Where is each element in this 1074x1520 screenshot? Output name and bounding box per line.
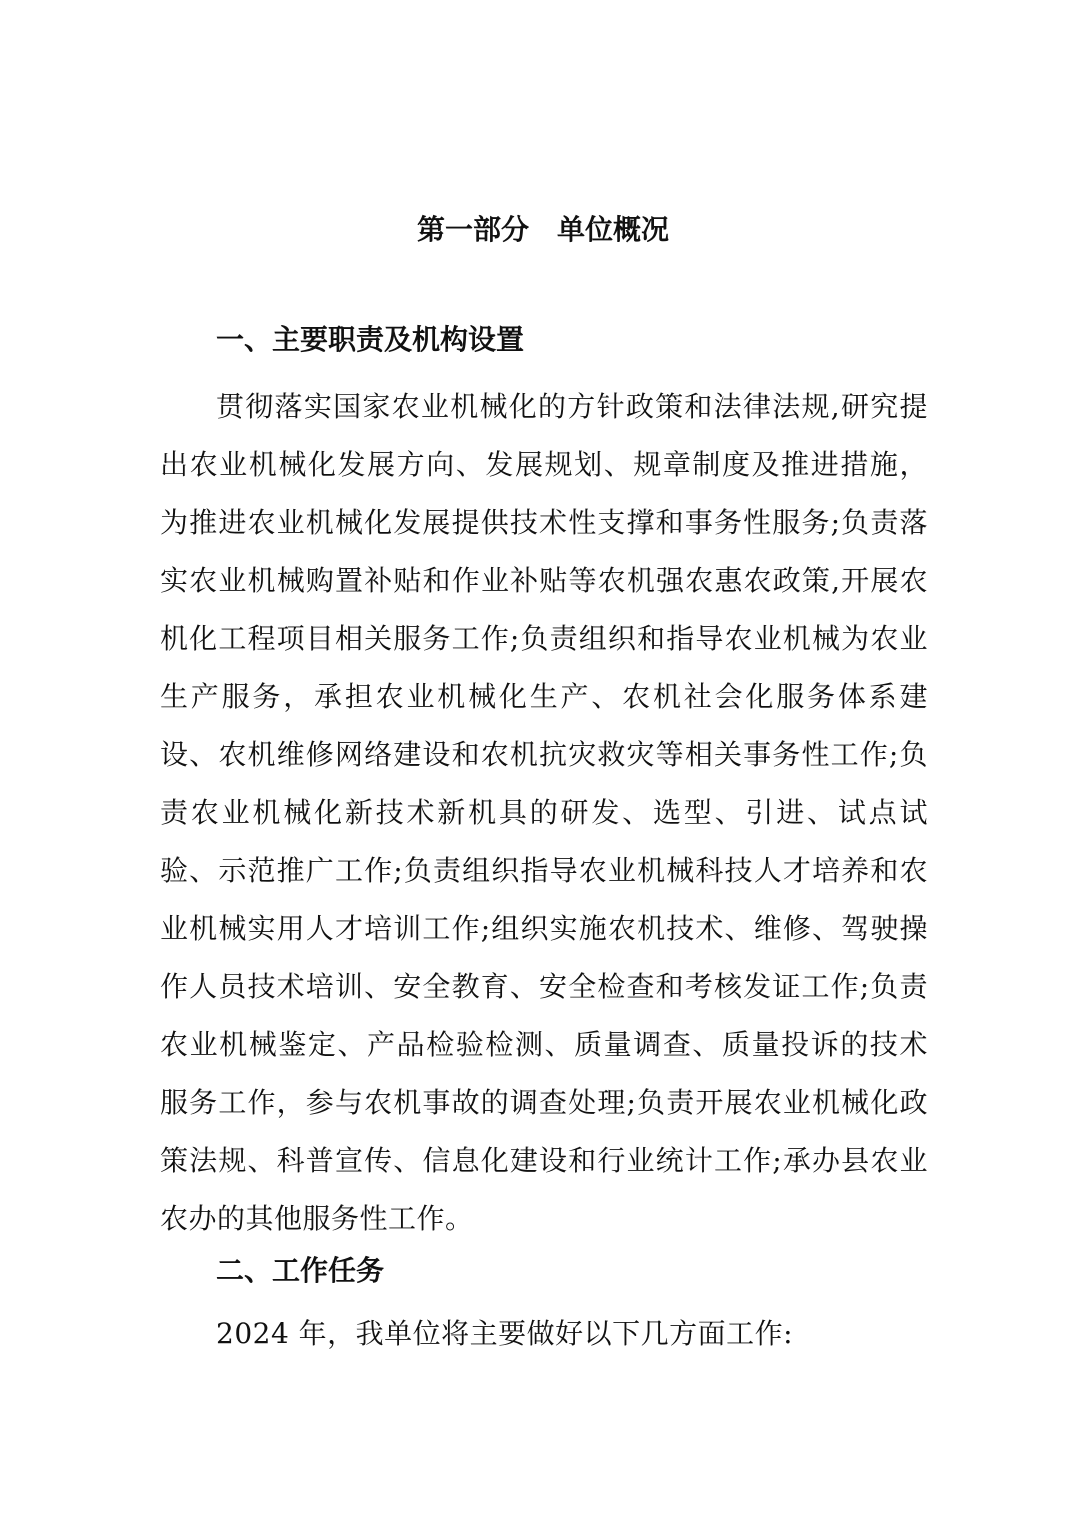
section-heading-duties: 一、主要职责及机构设置	[216, 323, 525, 356]
part-title: 第一部分 单位概况	[416, 213, 669, 246]
section-heading-tasks: 二、工作任务	[216, 1254, 385, 1287]
duties-paragraph: 贯彻落实国家农业机械化的方针政策和法律法规,研究提出农业机械化发展方向、发展规划、规章制度及推进措施，为推进农业机械化发展提供技术性支撑和事务性服务;负责落实农业机械购置补贴和作业补贴等农机强农惠农政策,开展农机化工程项目相关服务工作;负责组织和指导农业机械为农业生产服务，承担农业机械化生产、农机社会化服务体系建设、农机维修网络建设和农机抗灾救灾等相关事务性工作;负责农业机械化新技术新机具的研发、选型、引进、试点试验、示范推广工作;负责组织指导农业机械科技人才培养和农业机械实用人才培训工作;组织实施农机技术、维修、驾驶操作人员技术培训、安全教育、安全检查和考核发证工作;负责农业机械鉴定、产品检验检测、质量调查、质量投诉的技术服务工作，参与农机事故的调查处理;负责开展农业机械化政策法规、科普宣传、信息化建设和行业统计工作;承办县农业农办的其他服务性工作。	[160, 390, 928, 1235]
tasks-intro-paragraph: 2024 年，我单位将主要做好以下几方面工作:	[216, 1317, 794, 1350]
